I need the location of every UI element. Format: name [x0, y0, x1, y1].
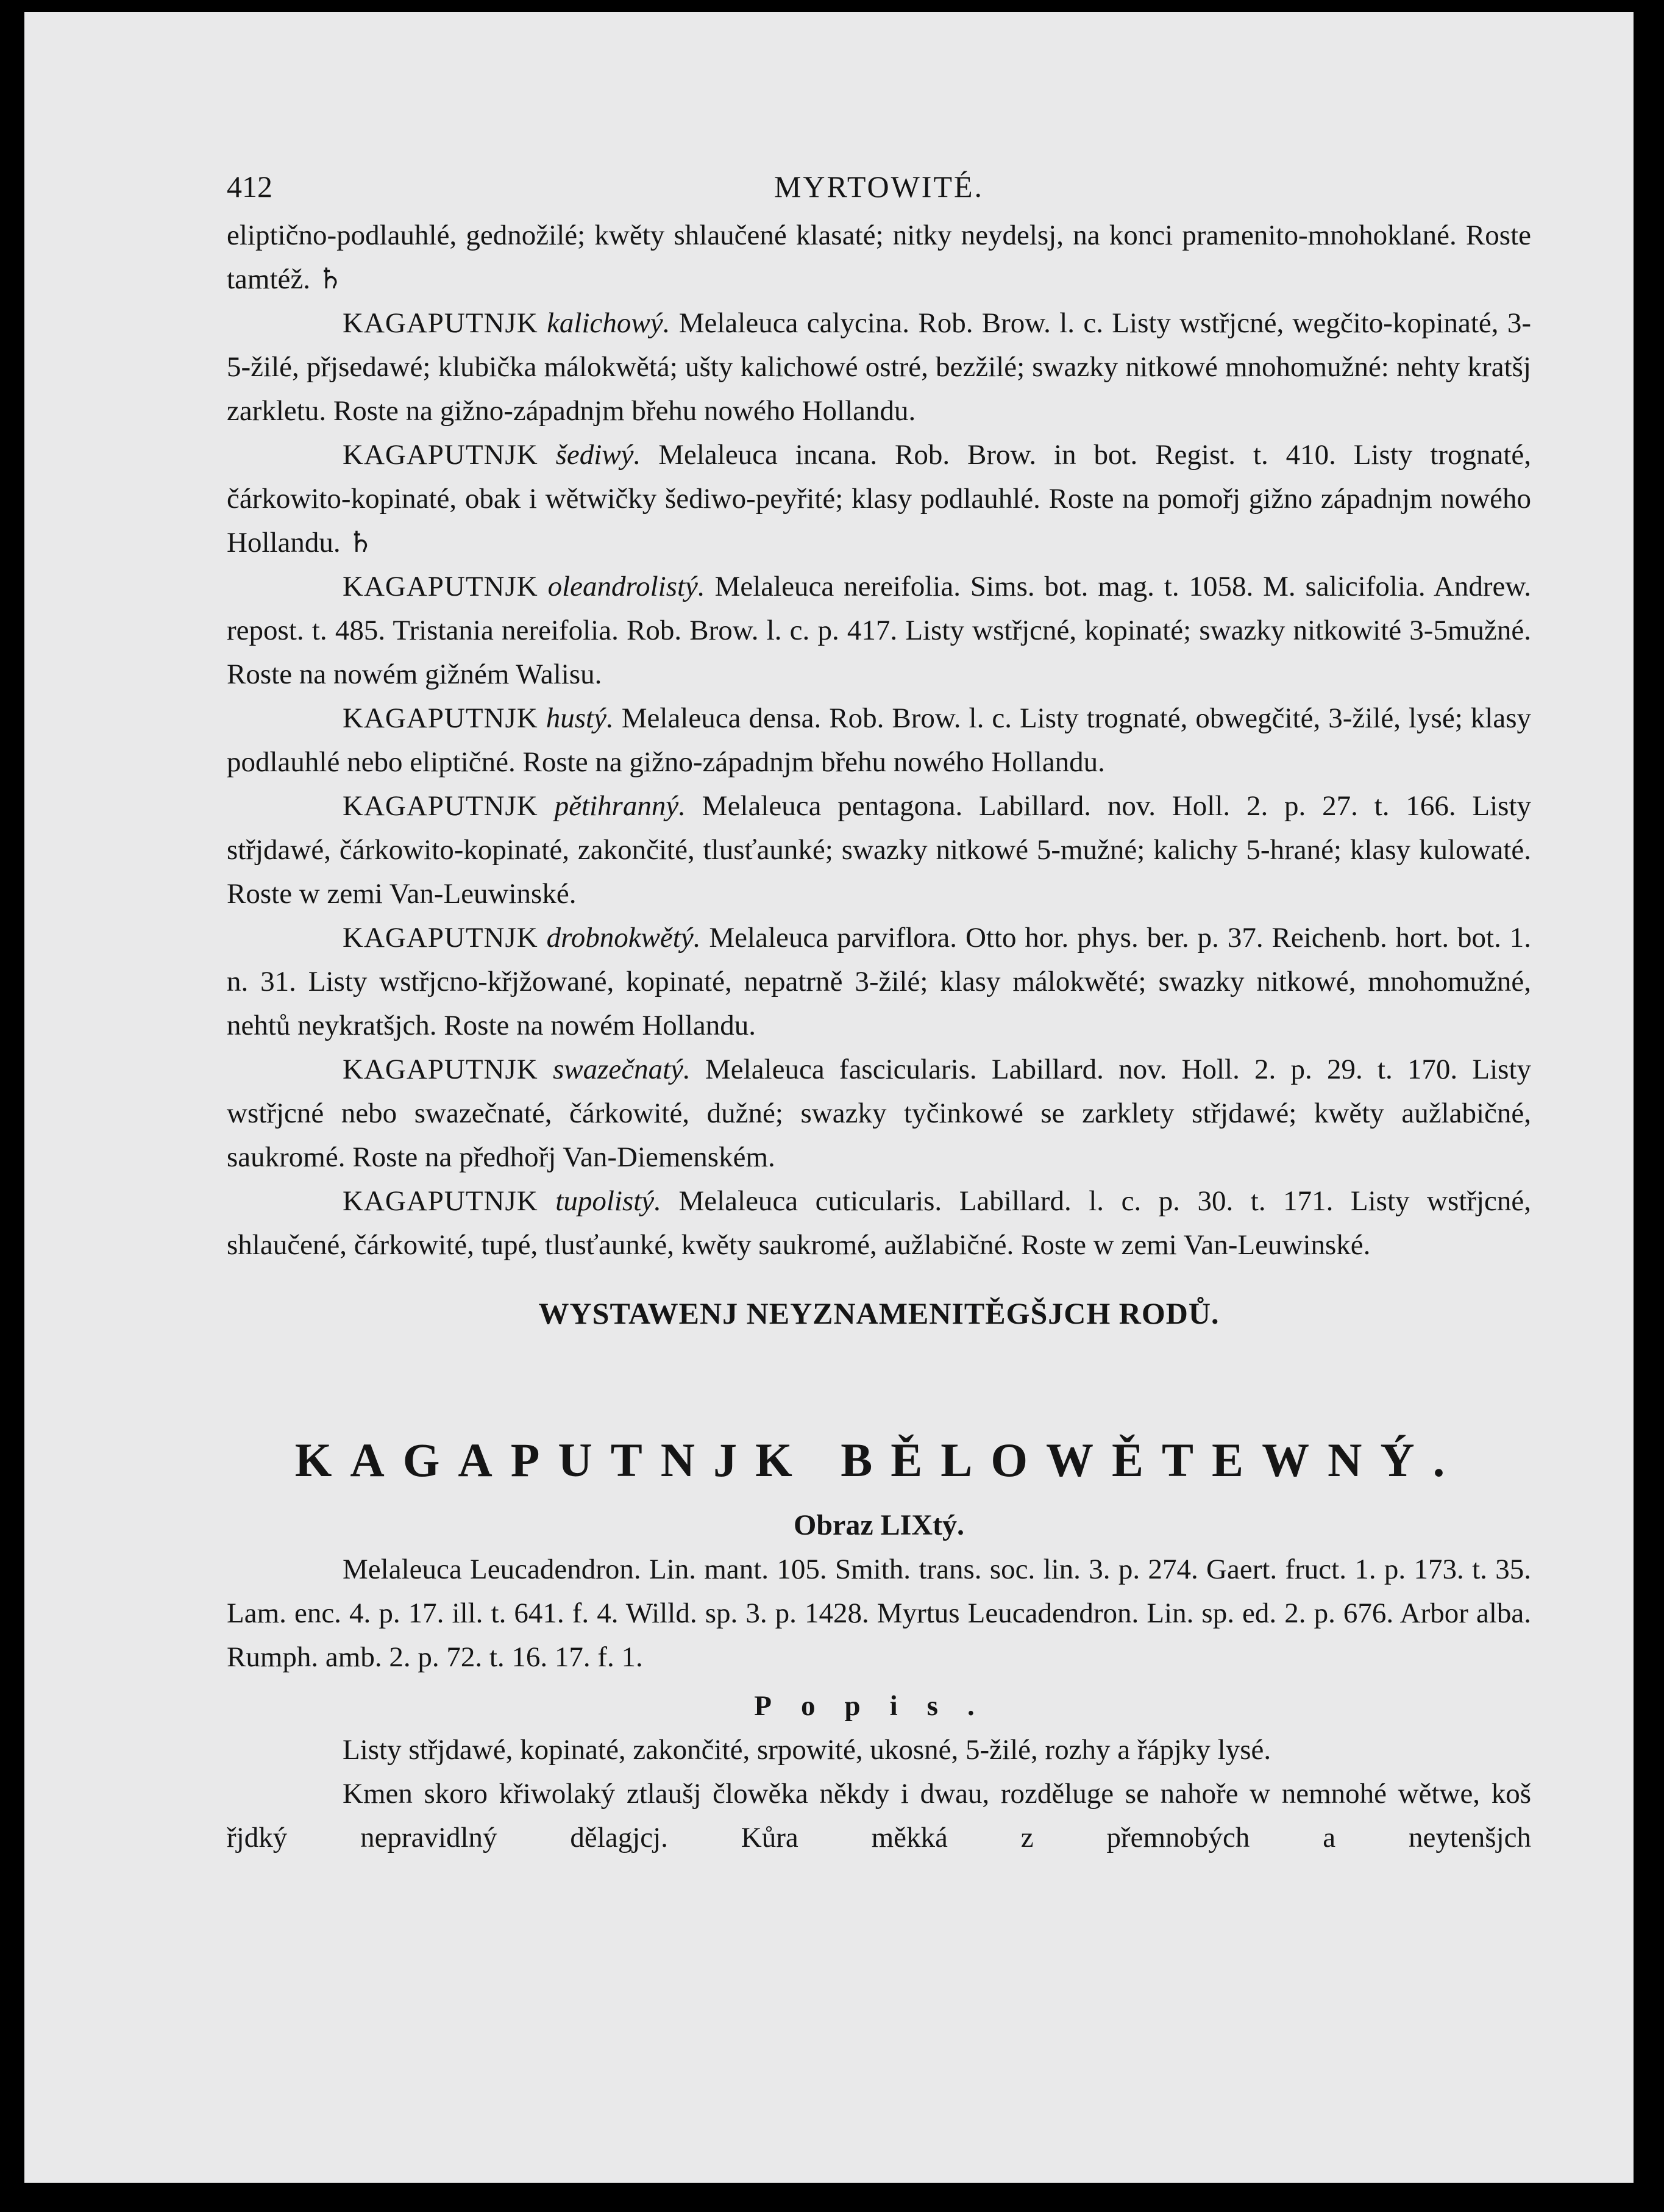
running-title: MYRTOWITÉ. — [773, 169, 984, 204]
species-entry — [227, 1179, 1531, 1267]
genus-name: KAGAPUTNJK — [343, 790, 538, 822]
species-epithet: swazečnatý. — [552, 1054, 691, 1085]
species-epithet: pětihranný. — [554, 790, 686, 822]
entry-text: Melaleuca parviflora. Otto hor. phys. ber. p. 37. Reichenb. hort. bot. 1. n. 31. Listy wstřjcno-křjžowané, kopinaté, nepatrně 3-žilé; klasy málokwěté; swazky nitkowé, mnohomužné, nehtů neykratšjch. Roste na nowém Hollandu. — [227, 922, 1532, 1041]
genus-name: KAGAPUTNJK — [343, 1054, 538, 1085]
species-epithet: tupolistý. — [555, 1185, 661, 1217]
species-epithet: hustý. — [546, 702, 614, 734]
species-entry — [227, 696, 1531, 784]
entry-text: Melaleuca calycina. Rob. Brow. l. c. Listy wstřjcné, wegčito-kopinaté, 3-5-žilé, přjsedawé; klubička málokwětá; ušty kalichowé ostré, bezžilé; swazky nitkowé mnohomužné: nehty kratšj zarkletu. Roste na gižno-západnjm břehu nowého Hollandu. — [227, 307, 1532, 427]
genus-name: KAGAPUTNJK — [343, 922, 538, 954]
species-entry — [227, 916, 1531, 1047]
description-heading: Popis. — [754, 1690, 1004, 1722]
book-page — [24, 12, 1634, 2183]
genus-name: KAGAPUTNJK — [343, 1185, 538, 1217]
plate-reference: Obraz LIXtý. — [794, 1509, 964, 1541]
entry-text: Melaleuca pentagona. Labillard. nov. Holl. 2. p. 27. t. 166. Listy střjdawé, čárkowito-kopinaté, zakončité, tlusťaunké; swazky nitkowé 5-mužné; kalichy 5-hrané; klasy kulowaté. Roste w zemi Van-Leuwinské. — [227, 790, 1532, 910]
entry-text: Melaleuca fascicularis. Labillard. nov. Holl. 2. p. 29. t. 170. Listy wstřjcné nebo swazečnaté, čárkowité, dužné; swazky tyčinkowé se zarklety střjdawé; kwěty aužlabičné, saukromé. Roste na předhořj Van-Diemenském. — [227, 1054, 1532, 1173]
genus-name: KAGAPUTNJK — [343, 571, 538, 602]
section-heading: WYSTAWENJ NEYZNAMENITĚGŠJCH RODŮ. — [538, 1296, 1220, 1330]
species-entry — [227, 301, 1531, 433]
entry-text: eliptično-podlauhlé, gednožilé; kwěty shlaučené klasaté; nitky neydelsj, na konci pramenito-mnohoklané. Roste tamtéž. ♄ — [227, 219, 1531, 295]
page-number: 412 — [227, 169, 272, 204]
page-content — [227, 165, 1531, 1860]
species-entry — [227, 1047, 1531, 1179]
species-epithet: drobnokwětý. — [546, 922, 701, 954]
description-paragraph: Listy střjdawé, kopinaté, zakončité, srpowité, ukosné, 5-žilé, rozhy a řápjky lysé. — [343, 1734, 1271, 1766]
species-entry — [227, 565, 1531, 696]
description-paragraph: Kmen skoro křiwolaký ztlaušj člowěka někdy i dwau, rozděluge se nahoře w nemnohé wětwe, koš řjdký nepravidlný dělagjcj. Kůra měkká z přemnobých a neytenšjch — [227, 1778, 1531, 1853]
entry-text: Melaleuca densa. Rob. Brow. l. c. Listy trognaté, obwegčité, 3-žilé, lysé; klasy podlauhlé nebo eliptičné. Roste na gižno-západnjm břehu nowého Hollandu. — [227, 702, 1531, 778]
entry-text: Melaleuca nereifolia. Sims. bot. mag. t. 1058. M. salicifolia. Andrew. repost. t. 485. Tristania nereifolia. Rob. Brow. l. c. p. 417. Listy wstřjcné, kopinaté; swazky nitkowité 3-5mužné. Roste na nowém gižném Walisu. — [227, 571, 1531, 690]
genus-name: KAGAPUTNJK — [343, 439, 538, 471]
species-entry — [227, 433, 1531, 565]
species-epithet: šediwý. — [555, 439, 641, 471]
species-epithet: oleandrolistý. — [547, 571, 705, 602]
page-header — [227, 165, 1531, 213]
species-heading: KAGAPUTNJK BĚLOWĚTEWNÝ. — [294, 1433, 1463, 1486]
genus-name: KAGAPUTNJK — [343, 702, 538, 734]
entry-text: Melaleuca cuticularis. Labillard. l. c. p. 30. t. 171. Listy wstřjcné, shlaučené, čárkowité, tupé, tlusťaunké, kwěty saukromé, aužlabičné. Roste w zemi Van-Leuwinské. — [227, 1185, 1532, 1261]
entry-text: Melaleuca incana. Rob. Brow. in bot. Regist. t. 410. Listy trognaté, čárkowito-kopinaté, obak i wětwičky šediwo-peyřité; klasy podlauhlé. Roste na pomořj gižno západnjm nowého Hollandu. ♄ — [227, 439, 1532, 558]
genus-name: KAGAPUTNJK — [343, 307, 538, 339]
entry-continuation — [227, 213, 1531, 301]
species-entry — [227, 784, 1531, 916]
species-epithet: kalichowý. — [547, 307, 670, 339]
synonymy-paragraph: Melaleuca Leucadendron. Lin. mant. 105. Smith. trans. soc. lin. 3. p. 274. Gaert. fruct. 1. p. 173. t. 35. Lam. enc. 4. p. 17. ill. t. 641. f. 4. Willd. sp. 3. p. 1428. Myrtus Leucadendron. Lin. sp. ed. 2. p. 676. Arbor alba. Rumph. amb. 2. p. 72. t. 16. 17. f. 1. — [227, 1554, 1531, 1673]
